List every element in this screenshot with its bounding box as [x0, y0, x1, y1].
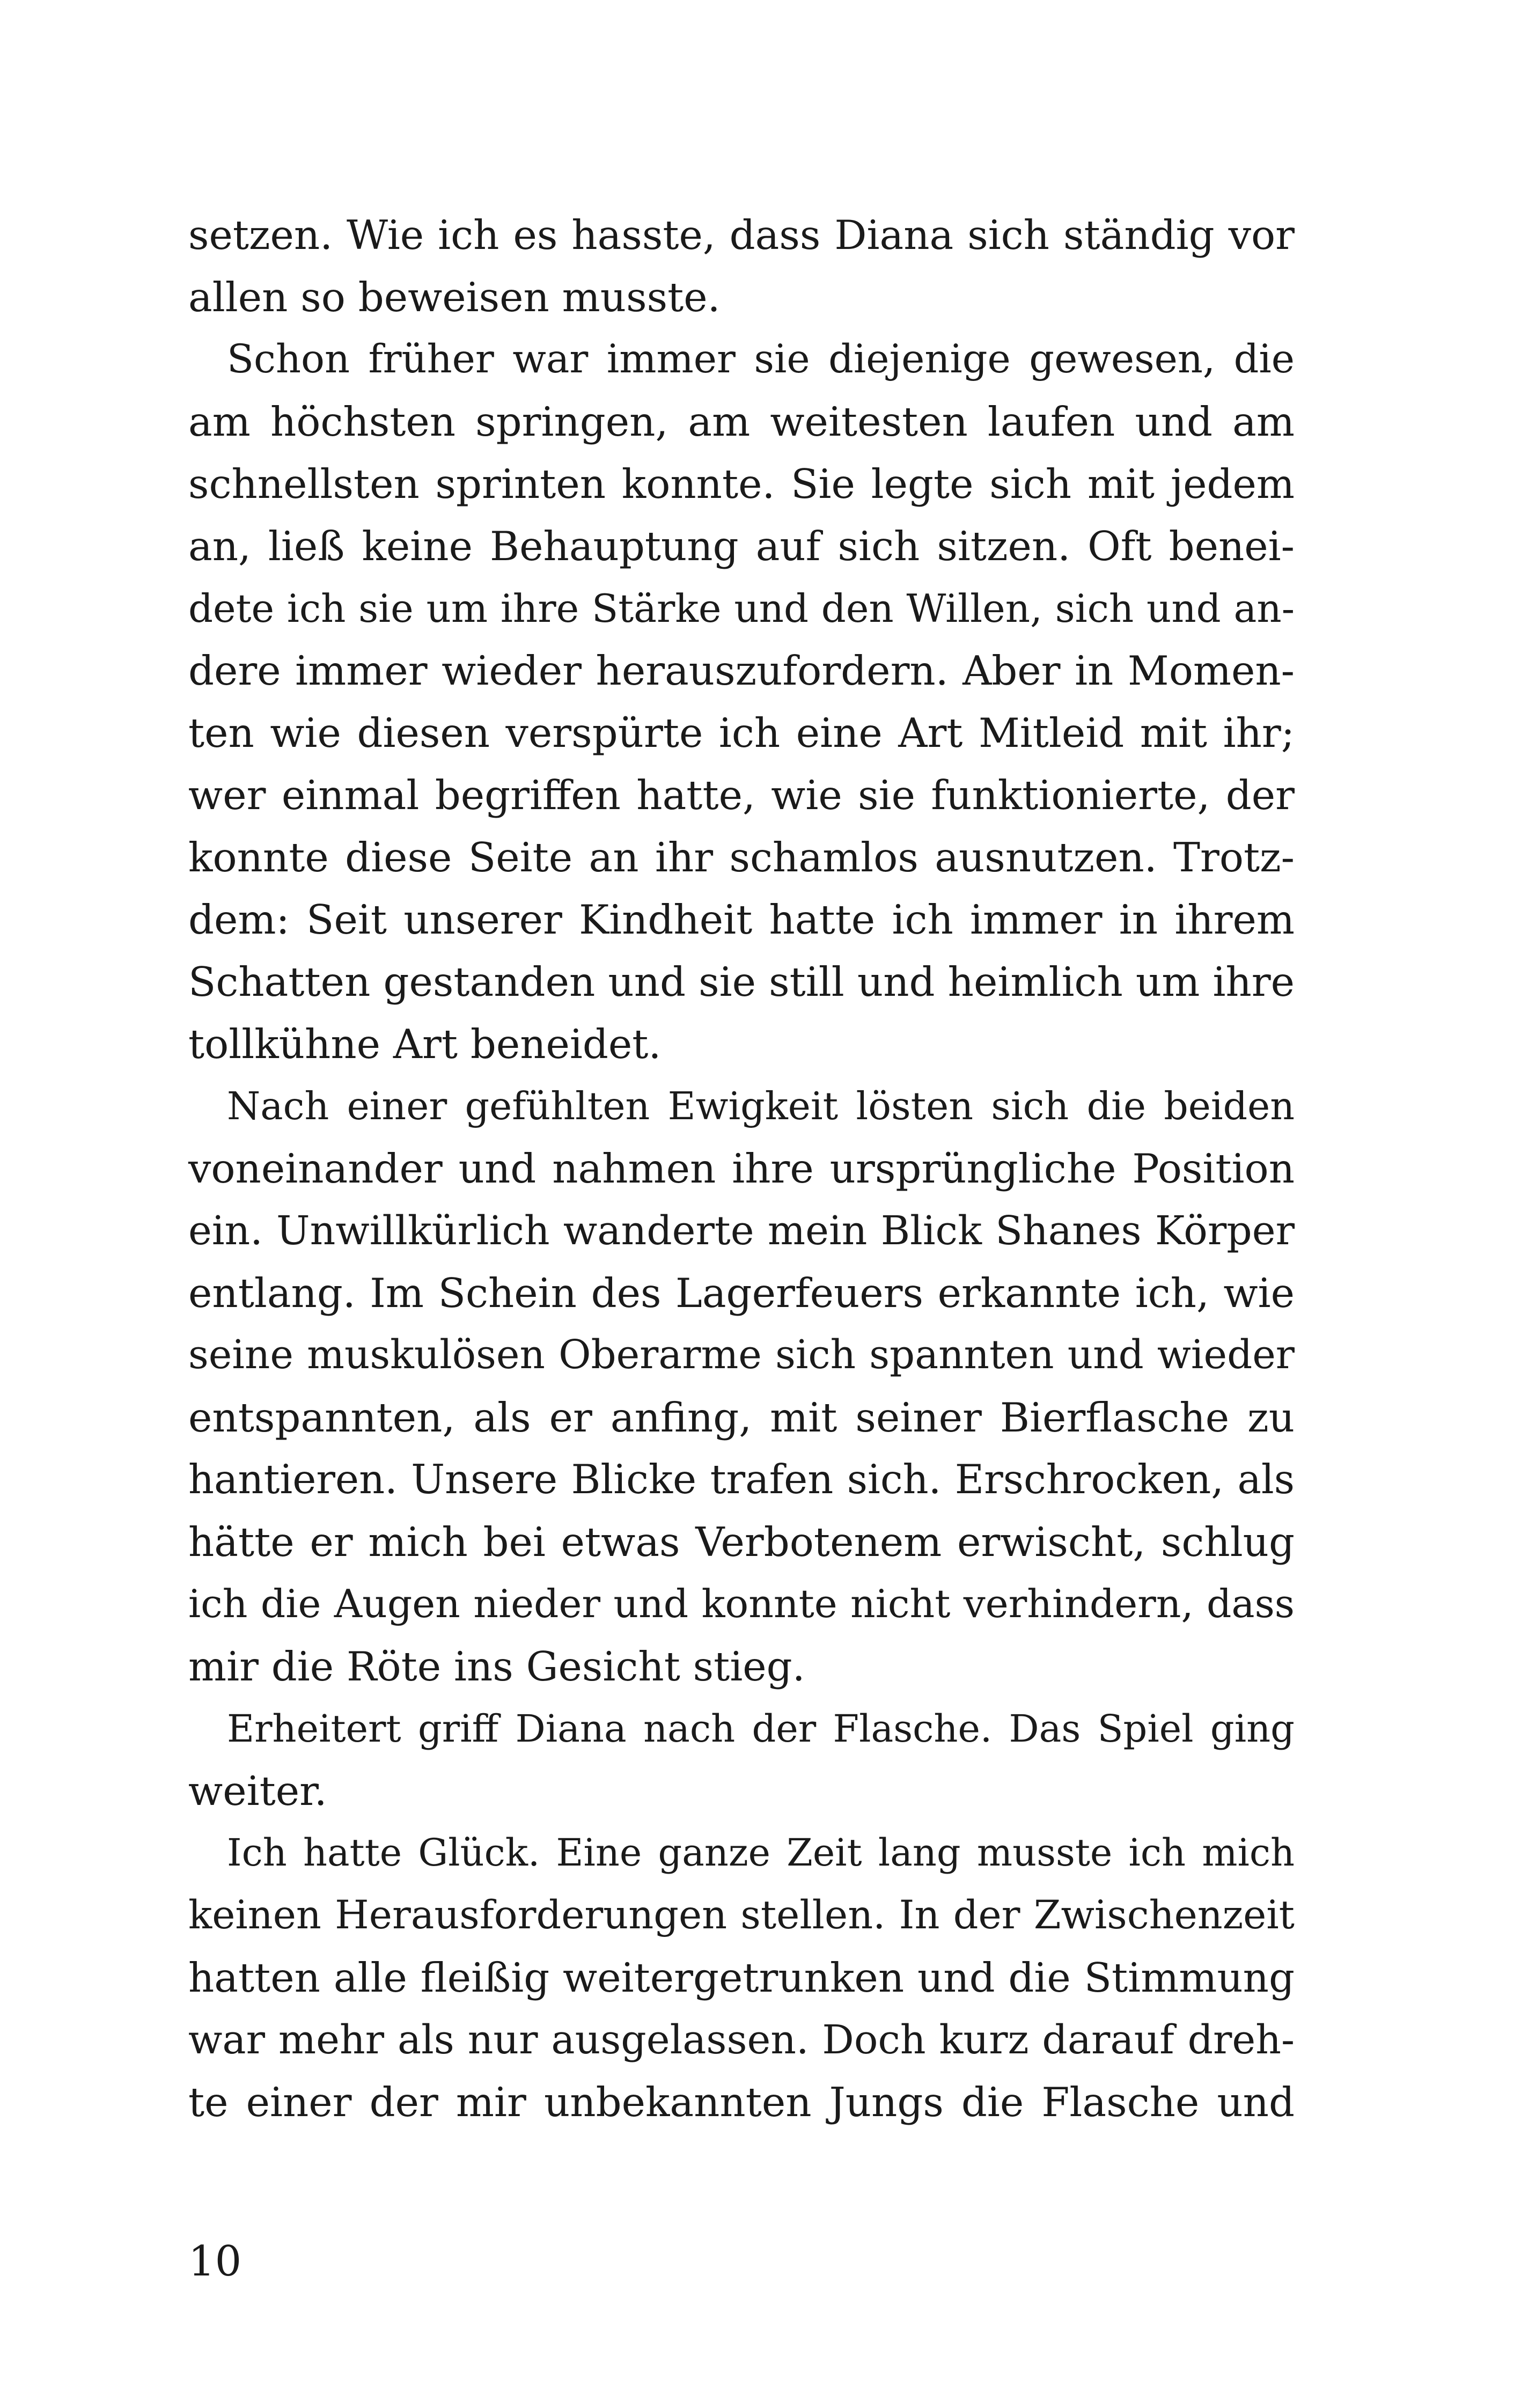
text-line: dete ich sie um ihre Stärke und den Willen, sich und an-	[188, 586, 1295, 631]
text-line: an, ließ keine Behauptung auf sich sitzen. Oft benei-	[188, 523, 1295, 570]
text-line: setzen. Wie ich es hasste, dass Diana sich ständig vor	[188, 211, 1295, 259]
text-line: tollkühne Art beneidet.	[188, 1021, 662, 1068]
text-line: Erheitert griff Diana nach der Flasche. Das Spiel ging	[227, 1707, 1295, 1751]
text-line: te einer der mir unbekannten Jungs die Flasche und	[188, 2079, 1295, 2126]
page-body-text	[188, 204, 1295, 2133]
text-line: hätte er mich bei etwas Verbotenem erwischt, schlug	[188, 1518, 1295, 1566]
text-line: ein. Unwillkürlich wanderte mein Blick Shanes Körper	[188, 1208, 1295, 1254]
text-line: voneinander und nahmen ihre ursprüngliche Position	[188, 1145, 1295, 1192]
text-line: war mehr als nur ausgelassen. Doch kurz darauf dreh-	[188, 2017, 1295, 2063]
text-line: entspannten, als er anfing, mit seiner Bierflasche zu	[188, 1394, 1295, 1441]
text-line: weiter.	[188, 1767, 327, 1815]
text-line: schnellsten sprinten konnte. Sie legte sich mit jedem	[188, 460, 1295, 508]
text-line: hatten alle fleißig weitergetrunken und die Stimmung	[188, 1954, 1295, 2001]
text-line: ten wie diesen verspürte ich eine Art Mitleid mit ihr;	[188, 709, 1295, 757]
text-line: keinen Herausforderungen stellen. In der Zwischenzeit	[188, 1892, 1295, 1938]
text-line: entlang. Im Schein des Lagerfeuers erkannte ich, wie	[188, 1269, 1295, 1317]
text-line: dere immer wieder herauszufordern. Aber in Momen-	[188, 647, 1295, 694]
text-line: dem: Seit unserer Kindheit hatte ich immer in ihrem	[188, 896, 1295, 943]
text-line: am höchsten springen, am weitesten laufen und am	[188, 398, 1295, 445]
text-line: Nach einer gefühlten Ewigkeit lösten sich die beiden	[227, 1084, 1295, 1128]
text-line: konnte diese Seite an ihr schamlos ausnutzen. Trotz-	[188, 834, 1295, 881]
text-line: hantieren. Unsere Blicke trafen sich. Erschrocken, als	[188, 1456, 1295, 1503]
text-line: Schon früher war immer sie diejenige gewesen, die	[227, 336, 1295, 382]
text-line: allen so beweisen musste.	[188, 274, 721, 321]
text-line: ich die Augen nieder und konnte nicht verhindern, dass	[188, 1582, 1295, 1627]
page-number: 10	[188, 2237, 242, 2286]
text-line: Ich hatte Glück. Eine ganze Zeit lang musste ich mich	[227, 1831, 1295, 1875]
text-line: seine muskulösen Oberarme sich spannten und wieder	[188, 1332, 1295, 1378]
text-line: mir die Röte ins Gesicht stieg.	[188, 1643, 805, 1690]
text-line: wer einmal begriffen hatte, wie sie funktionierte, der	[188, 772, 1295, 819]
text-line: Schatten gestanden und sie still und heimlich um ihre	[188, 958, 1295, 1005]
